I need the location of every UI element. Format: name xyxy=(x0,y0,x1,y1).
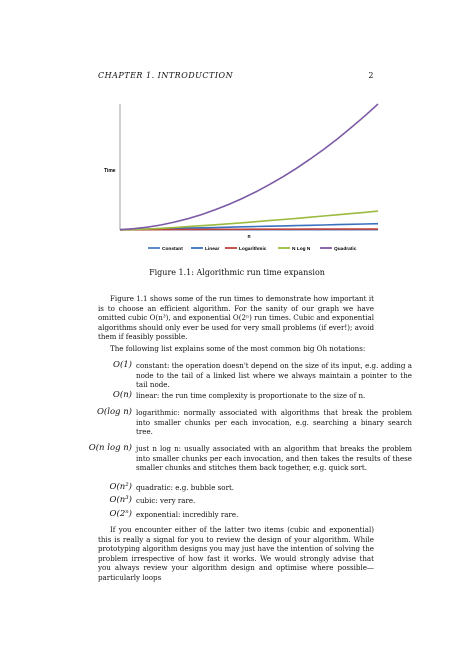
paragraph-intro: Figure 1.1 shows some of the run times to demonstrate how important it is to choose an efficient algorithm. For the sanity of our graph we have omitted cubic O(n³), and exponential O(2ⁿ) run times. Cubic and exponential algorithms should only ever be used for very small problems (if ever!); avoid them if feasibly possible. xyxy=(98,294,374,342)
notation-label: O(n³) xyxy=(109,495,132,505)
runtime-chart xyxy=(98,96,388,266)
legend-label: Linear xyxy=(205,246,220,252)
legend-label: Quadratic xyxy=(334,246,357,252)
series-line-logarithmic xyxy=(120,229,378,230)
notation-description: constant: the operation doesn't depend on the size of its input, e.g. adding a node to the tail of a linked list where we always maintain a pointer to the tail node. xyxy=(136,361,412,390)
paragraph-list-intro: The following list explains some of the most common big Oh notations: xyxy=(110,343,366,353)
closing-text xyxy=(98,525,374,583)
legend-label: Constant xyxy=(162,246,183,252)
page-header xyxy=(98,71,374,80)
notation-label: O(n log n) xyxy=(88,443,132,453)
y-axis-label: Time xyxy=(104,168,116,174)
legend-label: Logarithmic xyxy=(239,246,267,252)
notation-description: cubic: very rare. xyxy=(136,496,196,505)
legend-label: N Log N xyxy=(292,246,311,252)
notation-label: O(2ⁿ) xyxy=(109,509,132,519)
notation-label: O(n²) xyxy=(109,482,132,492)
page-number: 2 xyxy=(368,71,374,80)
body-text xyxy=(98,294,374,356)
series-line-quadratic xyxy=(120,104,378,230)
notation-label: O(log n) xyxy=(96,407,132,417)
notation-description: just n log n: usually associated with an algorithm that breaks the problem into smaller chunks per each invocation, and then takes the results of these smaller chunks and stitches them back together, e.g. quick sort. xyxy=(136,444,412,473)
figure-caption: Figure 1.1: Algorithmic run time expansion xyxy=(149,268,325,277)
notation-label: O(1) xyxy=(112,360,132,370)
notation-description: exponential: incredibly rare. xyxy=(136,510,239,519)
paragraph-closing: If you encounter either of the latter two items (cubic and exponential) this is really a signal for you to review the design of your algorithm. While prototyping algorithm designs you may just have the intention of solving the problem irrespective of how fast it works. We would strongly advise that you always review your algorithm design and optimise where possible—particularly loops xyxy=(98,525,374,582)
notation-description: linear: the run time complexity is proportionate to the size of n. xyxy=(136,391,366,400)
notation-label: O(n) xyxy=(112,390,132,400)
notation-description: logarithmic: normally associated with algorithms that break the problem into smaller chunks per each invocation, e.g. searching a binary search tree. xyxy=(136,408,412,437)
notation-description: quadratic: e.g. bubble sort. xyxy=(136,483,235,492)
x-axis-label: n xyxy=(247,234,251,240)
chapter-title: CHAPTER 1. INTRODUCTION xyxy=(98,71,234,80)
chart-svg xyxy=(98,96,388,266)
